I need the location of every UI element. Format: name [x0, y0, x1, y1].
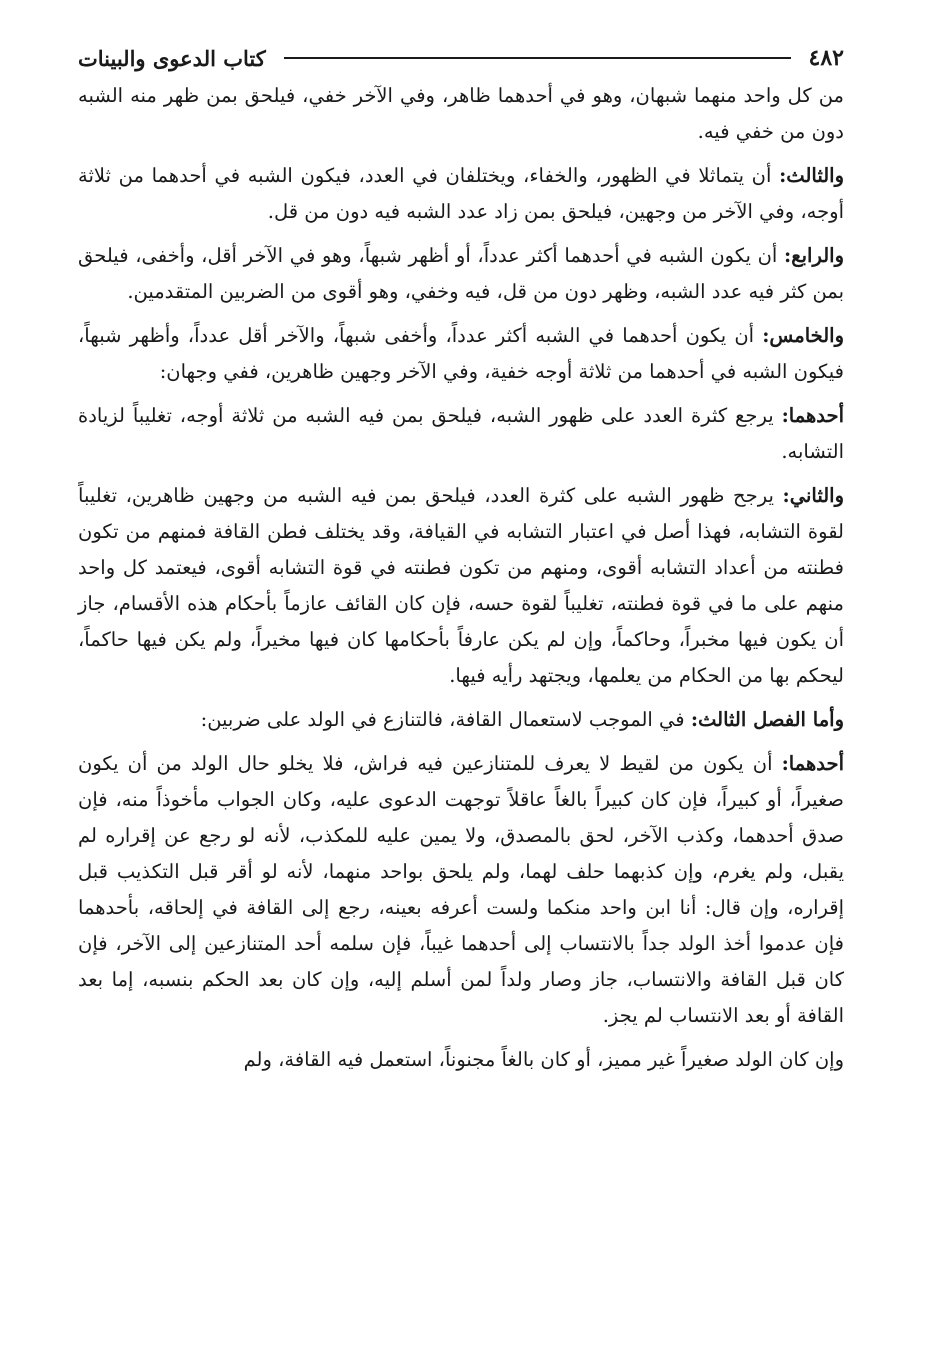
paragraph-text: من كل واحد منهما شبهان، وهو في أحدهما ظاهر، وفي الآخر خفي، فيلحق بمن ظهر منه الشبه دون من خفي فيه. — [78, 84, 844, 143]
page-header — [78, 40, 844, 76]
paragraph-text: أن يكون أحدهما في الشبه أكثر عدداً، وأخفى شبهاً، والآخر أقل عدداً، وأظهر شبهاً، فيكون الشبه في أحدهما من ثلاثة أوجه خفية، وفي الآخر وجهين ظاهرين، ففي وجهان: — [78, 324, 844, 383]
paragraph-text: يرجع كثرة العدد على ظهور الشبه، فيلحق بمن فيه الشبه من ثلاثة أوجه، تغليباً لزيادة التشابه. — [78, 404, 844, 463]
paragraph-lead: والخامس: — [762, 324, 844, 347]
paragraph — [78, 238, 844, 310]
document-page — [78, 40, 844, 1086]
body-text — [78, 78, 844, 1078]
paragraph — [78, 1042, 844, 1078]
paragraph-text: وإن كان الولد صغيراً غير مميز، أو كان بالغاً مجنوناً، استعمل فيه القافة، ولم — [243, 1048, 844, 1071]
paragraph — [78, 158, 844, 230]
paragraph — [78, 478, 844, 694]
paragraph — [78, 746, 844, 1034]
paragraph-text: يرجح ظهور الشبه على كثرة العدد، فيلحق بمن فيه الشبه من وجهين ظاهرين، تغليباً لقوة التشابه، فهذا أصل في اعتبار التشابه في القيافة، وقد يختلف فطن القافة فمنهم من تكون فطنته من أعداد التشابه أقوى، ومنهم من تكون فطنته في قوة التشابه أقوى، فيعتمد كل واحد منهم على ما في قوة فطنته، تغليباً لقوة حسه، فإن كان القائف عازماً بأحكام هذه الأقسام، جاز أن يكون فيها مخبراً، وحاكماً، وإن لم يكن عارفاً بأحكامها كان فيها مخيراً، ولم يكن فيها حاكماً، ليحكم بها من الحكام من يعلمها، ويجتهد رأيه فيها. — [78, 484, 844, 687]
paragraph — [78, 78, 844, 150]
paragraph-text: في الموجب لاستعمال القافة، فالتنازع في الولد على ضربين: — [200, 708, 691, 731]
paragraph-lead: وأما الفصل الثالث: — [690, 708, 844, 731]
paragraph-lead: أحدهما: — [781, 752, 844, 775]
paragraph-lead: أحدهما: — [781, 404, 844, 427]
paragraph — [78, 398, 844, 470]
paragraph-text: أن يتماثلا في الظهور، والخفاء، ويختلفان في العدد، فيكون الشبه في أحدهما من ثلاثة أوجه، وفي الآخر من وجهين، فيلحق بمن زاد عدد الشبه فيه دون من قل. — [78, 164, 844, 223]
paragraph — [78, 318, 844, 390]
paragraph-lead: والثاني: — [782, 484, 844, 507]
paragraph — [78, 702, 844, 738]
paragraph-lead: والرابع: — [784, 244, 844, 267]
header-rule — [284, 57, 791, 59]
page-number: ٤٨٢ — [808, 45, 844, 71]
paragraph-text: أن يكون من لقيط لا يعرف للمتنازعين فيه فراش، فلا يخلو حال الولد من أن يكون صغيراً، أو كبيراً، فإن كان كبيراً بالغاً عاقلاً توجهت الدعوى عليه، وكان الجواب مأخوذاً منه، فإن صدق أحدهما، وكذب الآخر، لحق بالمصدق، ولا يمين عليه للمكذب، لأنه لو رجع عن إقراره لم يقبل، ولم يغرم، وإن كذبهما حلف لهما، ولم يلحق بواحد منهما، لأنه لو أقر قبل التكذيب قبل إقراره، وإن قال: أنا ابن واحد منكما ولست أعرفه بعينه، رجع إلى القافة في إلحاقه، بأحدهما فإن عدموا أخذ الولد جداً بالانتساب إلى أحدهما غيباً، فإن سلمه أحد المتنازعين إلى الآخر، فإن كان قبل القافة والانتساب، جاز وصار ولداً لمن أسلم إليه، وإن كان بعد الحكم بنسبه، إما بعد القافة أو بعد الانتساب لم يجز. — [78, 752, 844, 1027]
paragraph-text: أن يكون الشبه في أحدهما أكثر عدداً، أو أظهر شبهاً، وهو في الآخر أقل، وأخفى، فيلحق بمن كثر فيه عدد الشبه، وظهر دون من قل، فيه وخفي، وهو أقوى من الضربين المتقدمين. — [78, 244, 844, 303]
paragraph-lead: والثالث: — [779, 164, 844, 187]
book-title: كتاب الدعوى والبينات — [78, 45, 266, 71]
